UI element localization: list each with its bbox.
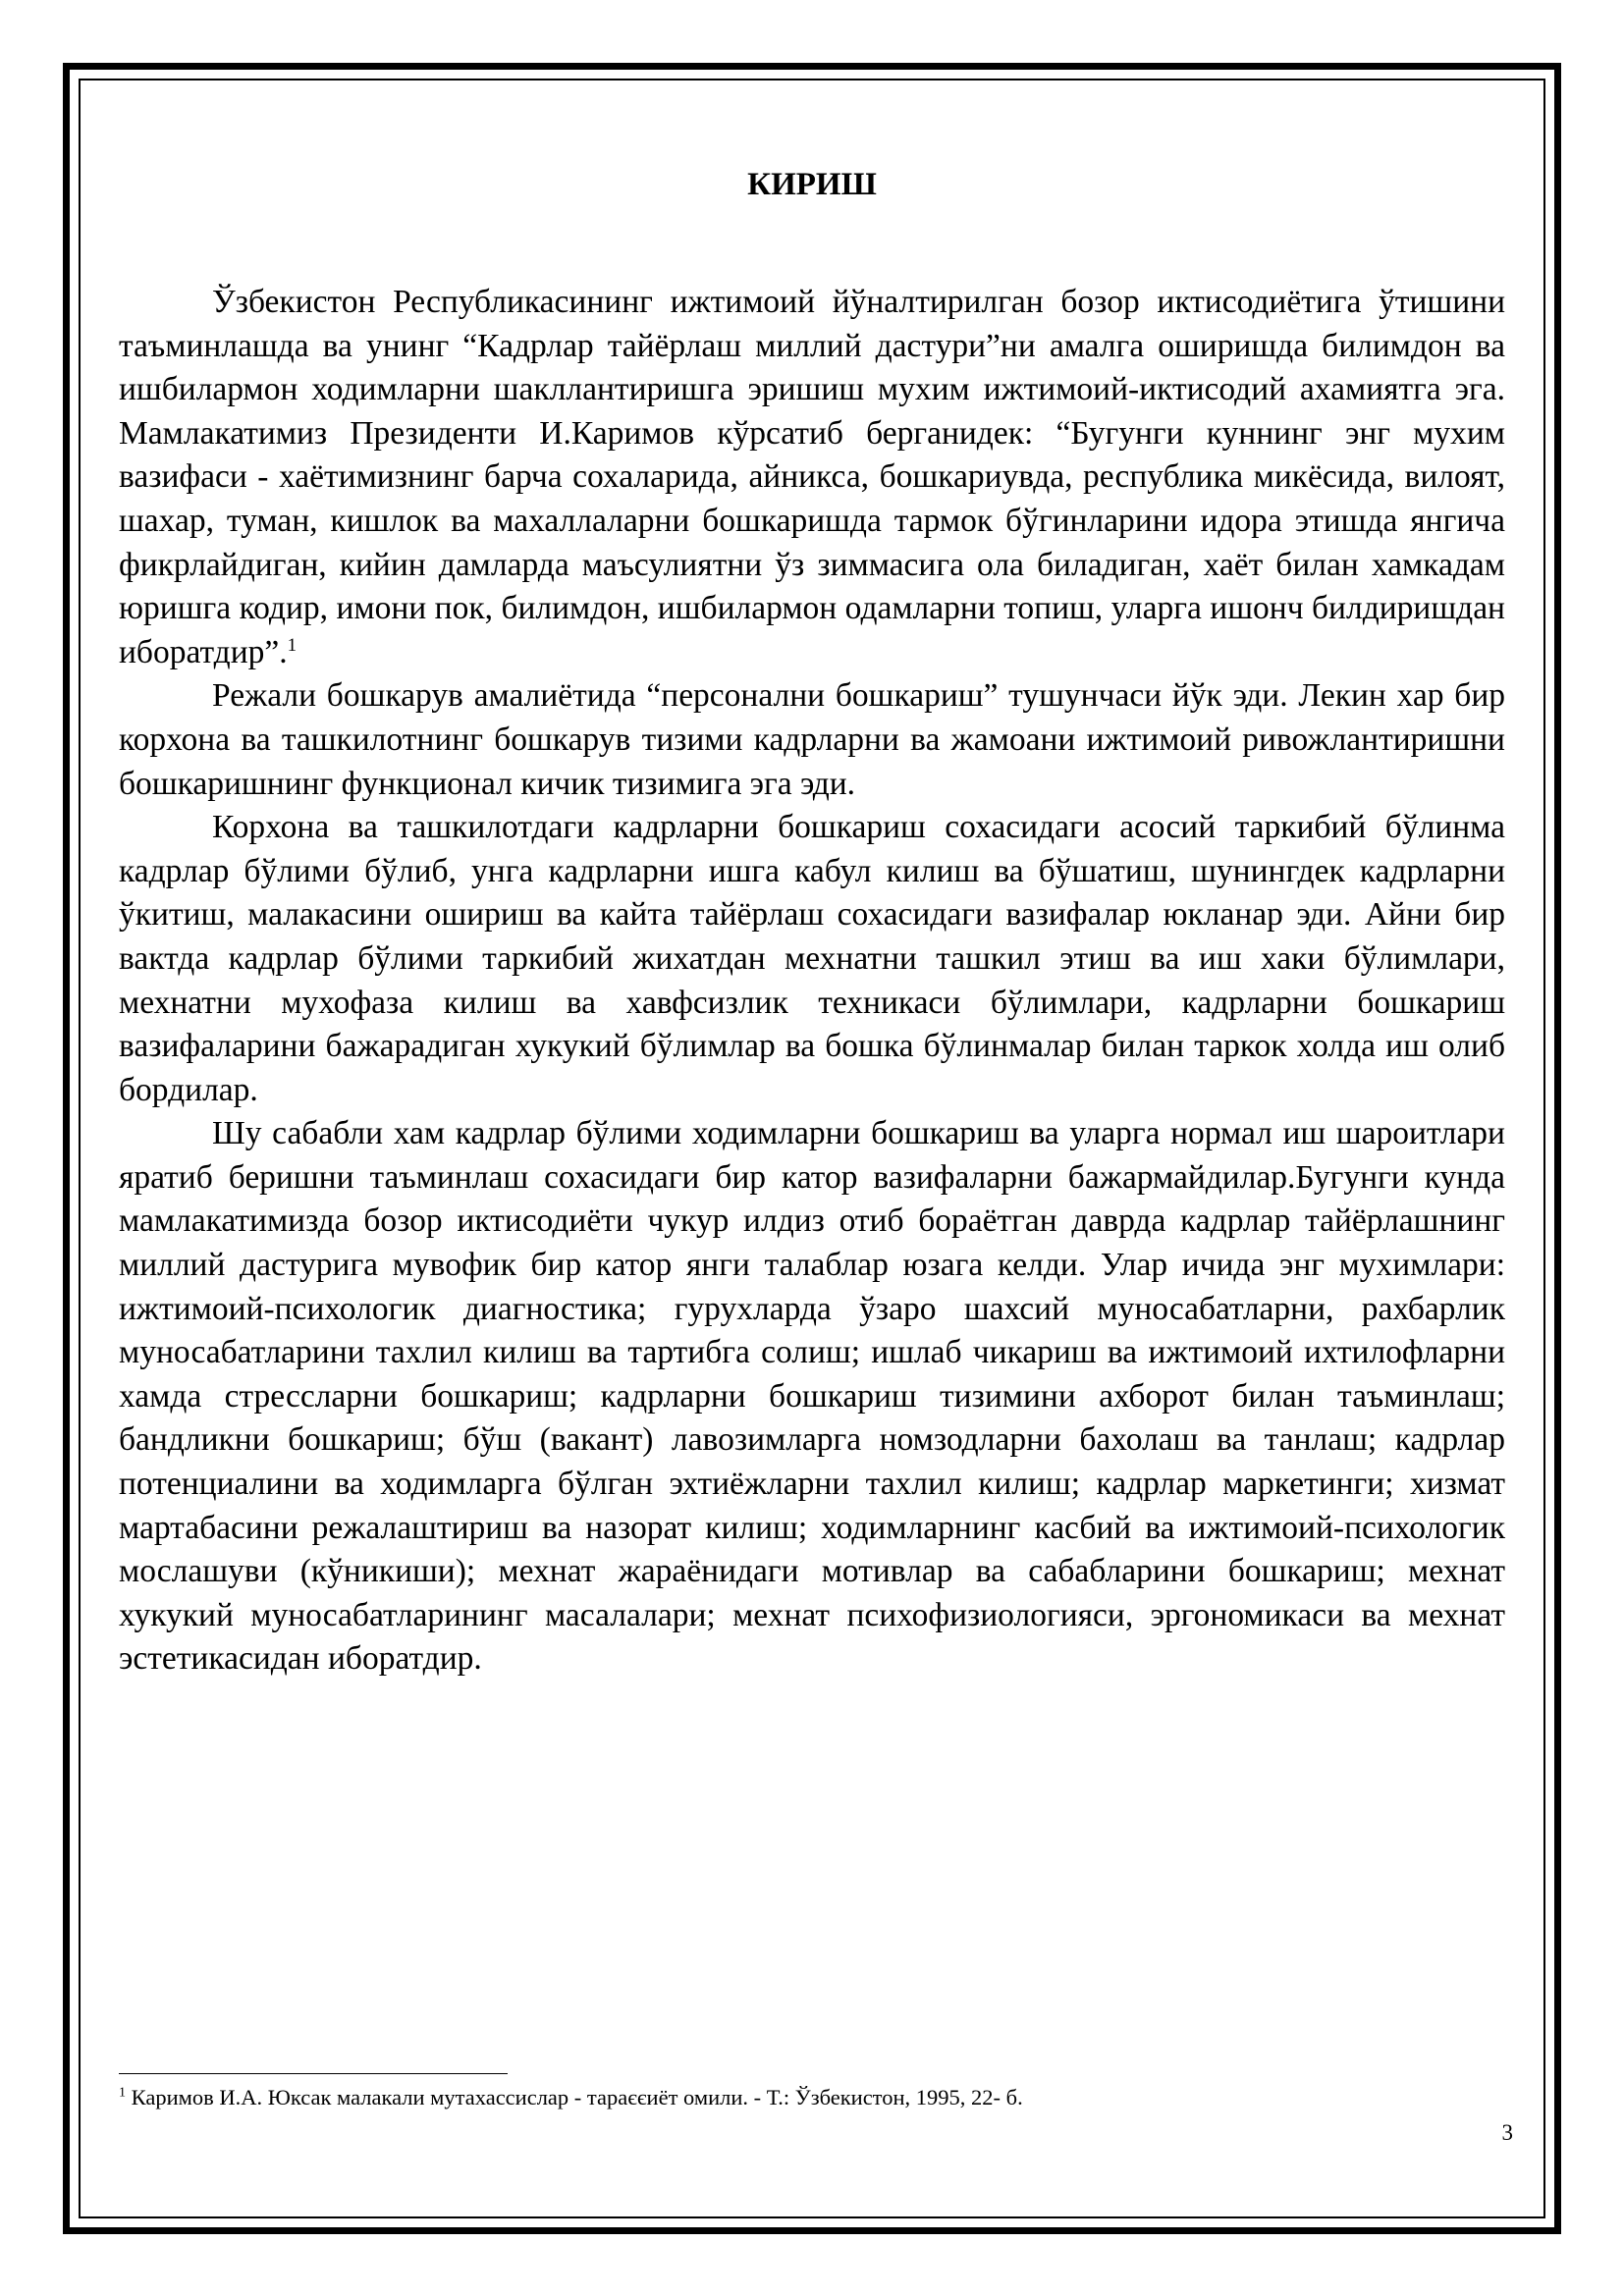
footnote-text: Каримов И.А. Юксак малакали мутахассислар - тараєєиёт омили. - Т.: Ўзбекистон, 1995, 22- б. xyxy=(131,2085,1023,2109)
page-title: КИРИШ xyxy=(747,167,877,202)
footnote xyxy=(119,2083,1493,2112)
footnote-separator xyxy=(119,2073,508,2074)
footnote-marker: 1 xyxy=(119,2085,126,2101)
paragraph-1 xyxy=(119,281,1505,674)
page-content xyxy=(119,165,1505,1682)
paragraph-3: Корхона ва ташкилотдаги кадрларни бошкариш сохасидаги асосий таркибий бўлинма кадрлар бўлими бўлиб, унга кадрларни ишга кабул килиш ва бўшатиш, шунингдек кадрларни ўкитиш, малакасини ошириш ва кайта тайёрлаш сохасидаги вазифалар юкланар эди. Айни бир вактда кадрлар бўлими таркибий жихатдан мехнатни ташкил этиш ва иш хаки бўлимлари, мехнатни мухофаза килиш ва хавфсизлик техникаси бўлимлари, кадрларни бошкариш вазифаларини бажарадиган хукукий бўлимлар ва бошка бўлинмалар билан таркок холда иш олиб бордилар. xyxy=(119,809,1505,1108)
page-number: 3 xyxy=(1501,2120,1513,2145)
paragraph-1-text: Ўзбекистон Республикасининг ижтимоий йўналтирилган бозор иктисодиётига ўтишини таъминлашда ва унинг “Кадрлар тайёрлаш миллий дастури”ни амалга оширишда билимдон ва ишбилармон ходимларни шакллантиришга эришиш мухим ижтимоий-иктисодий ахамиятга эга. Мамлакатимиз Президенти И.Каримов кўрсатиб берганидек: “Бугунги куннинг энг мухим вазифаси - хаётимизнинг барча сохаларида, айникса, бошкариувда, республика микёсида, вилоят, шахар, туман, кишлок ва махаллаларни бошкаришда тармок бўгинларини идора этишда янгича фикрлайдиган, кийин дамларда маъсулиятни ўз зиммасига ола биладиган, хаёт билан хамкадам юришга кодир, имони пок, билимдон, ишбилармон одамларни топиш, уларга ишонч билдиришдан иборатдир”. xyxy=(119,284,1505,670)
footnote-reference[interactable]: 1 xyxy=(287,634,298,656)
paragraph-2: Режали бошкарув амалиётида “персонални бошкариш” тушунчаси йўк эди. Лекин хар бир корхона ва ташкилотнинг бошкарув тизими кадрларни ва жамоани ижтимоий ривожлантиришни бошкаришнинг функционал кичик тизимига эга эди. xyxy=(119,677,1505,802)
paragraph-4: Шу сабабли хам кадрлар бўлими ходимларни бошкариш ва уларга нормал иш шароитлари яратиб беришни таъминлаш сохасидаги бир катор вазифаларни бажармайдилар.Бугунги кунда мамлакатимизда бозор иктисодиёти чукур илдиз отиб бораётган даврда кадрлар тайёрлашнинг миллий дастурига мувофик бир катор янги талаблар юзага келди. Улар ичида энг мухимлари: ижтимоий-психологик диагностика; гурухларда ўзаро шахсий муносабатларни, рахбарлик муносабатларини тахлил килиш ва тартибга солиш; ишлаб чикариш ва ижтимоий ихтилофларни хамда стрессларни бошкариш; кадрларни бошкариш тизимини ахборот билан таъминлаш; бандликни бошкариш; бўш (вакант) лавозимларга номзодларни бахолаш ва танлаш; кадрлар потенциалини ва ходимларга бўлган эхтиёжларни тахлил килиш; кадрлар маркетинги; хизмат мартабасини режалаштириш ва назорат килиш; ходимларнинг касбий ва ижтимоий-психологик мослашуви (кўникиши); мехнат жараёнидаги мотивлар ва сабабларини бошкариш; мехнат хукукий муносабатларининг масалалари; мехнат психофизиологияси, эргономикаси ва мехнат эстетикасидан иборатдир. xyxy=(119,1115,1505,1678)
